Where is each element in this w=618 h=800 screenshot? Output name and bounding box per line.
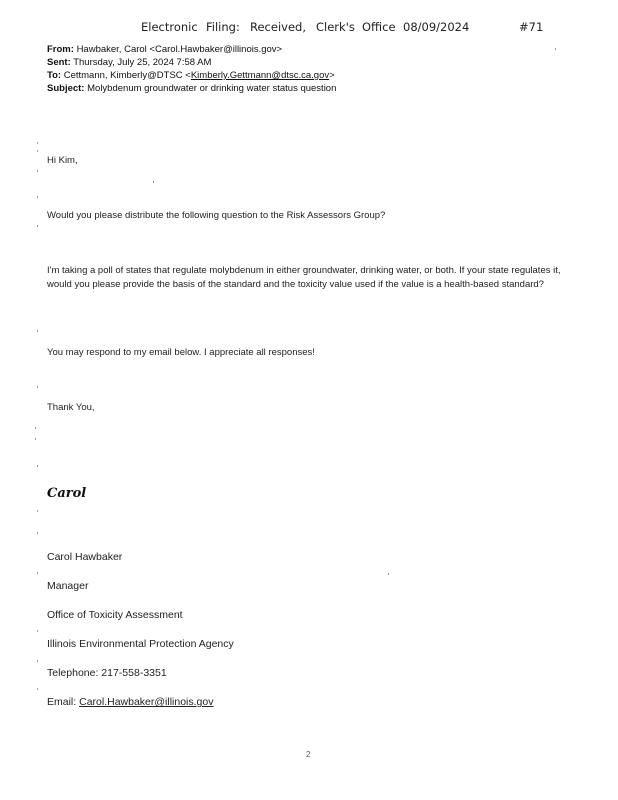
email-sent [47,56,211,69]
scan-speck [37,465,38,467]
scan-speck [555,48,556,50]
signature-agency: Illinois Environmental Protection Agency [47,638,234,650]
scan-speck [153,181,154,183]
to-email-link[interactable]: Kimberly.Gettmann@dtsc.ca.gov [190,70,330,81]
scan-speck [37,660,38,662]
scan-speck [37,225,38,227]
email-to [47,69,335,82]
scan-speck [37,532,38,534]
email-from [47,43,282,56]
subject-value: Molybdenum groundwater or drinking water status question [87,83,337,94]
email-subject [47,82,336,95]
scan-speck [37,630,38,632]
scan-speck [388,573,389,575]
subject-label: Subject: [47,83,85,94]
sent-label: Sent: [47,57,71,68]
signature-name: Carol Hawbaker [47,551,123,563]
sent-value: Thursday, July 25, 2024 7:58 AM [73,57,212,68]
from-label: From: [47,44,74,55]
scan-speck [35,438,36,440]
greeting: Hi Kim, [47,155,78,166]
signature-script: Carol [47,486,87,501]
scan-speck [37,150,38,152]
signature-office: Office of Toxicity Assessment [47,609,183,621]
email-label: Email: [47,696,77,708]
stamp-number: #71 [519,20,544,34]
scan-speck [37,330,38,332]
scan-speck [37,196,38,198]
scan-speck [37,386,38,388]
scan-speck [37,142,38,144]
filing-stamp [0,20,618,38]
stamp-electronic: Electronic [141,20,198,34]
stamp-office: Office [362,20,396,34]
page-number: 2 [306,750,311,759]
respond-paragraph: You may respond to my email below. I appreciate all responses! [47,347,315,358]
to-close: > [329,70,335,81]
scan-speck [37,572,38,574]
from-value: Hawbaker, Carol <Carol.Hawbaker@illinois.gov> [76,44,283,55]
stamp-clerks: Clerk's [316,20,355,34]
to-label: To: [47,70,62,81]
poll-paragraph: I'm taking a poll of states that regulate molybdenum in either groundwater, drinking water, or both. If your state regulates it, would you please provide the basis of the standard and the toxicity value used if the value is a health-based standard? [47,265,561,290]
signature-title: Manager [47,580,89,592]
scan-speck [37,510,38,512]
thanks-line: Thank You, [47,402,95,413]
to-name: Cettmann, Kimberly@DTSC < [63,70,191,81]
scan-speck [37,688,38,690]
email-link[interactable]: Carol.Hawbaker@illinois.gov [79,696,214,708]
stamp-filing: Filing: [206,20,240,34]
stamp-date: 08/09/2024 [403,20,470,34]
request-paragraph: Would you please distribute the following question to the Risk Assessors Group? [47,210,386,221]
stamp-received: Received, [250,20,306,34]
signature-telephone: Telephone: 217-558-3351 [47,667,167,679]
scan-speck [37,170,38,172]
scan-speck [35,427,36,429]
signature-email [47,695,214,709]
